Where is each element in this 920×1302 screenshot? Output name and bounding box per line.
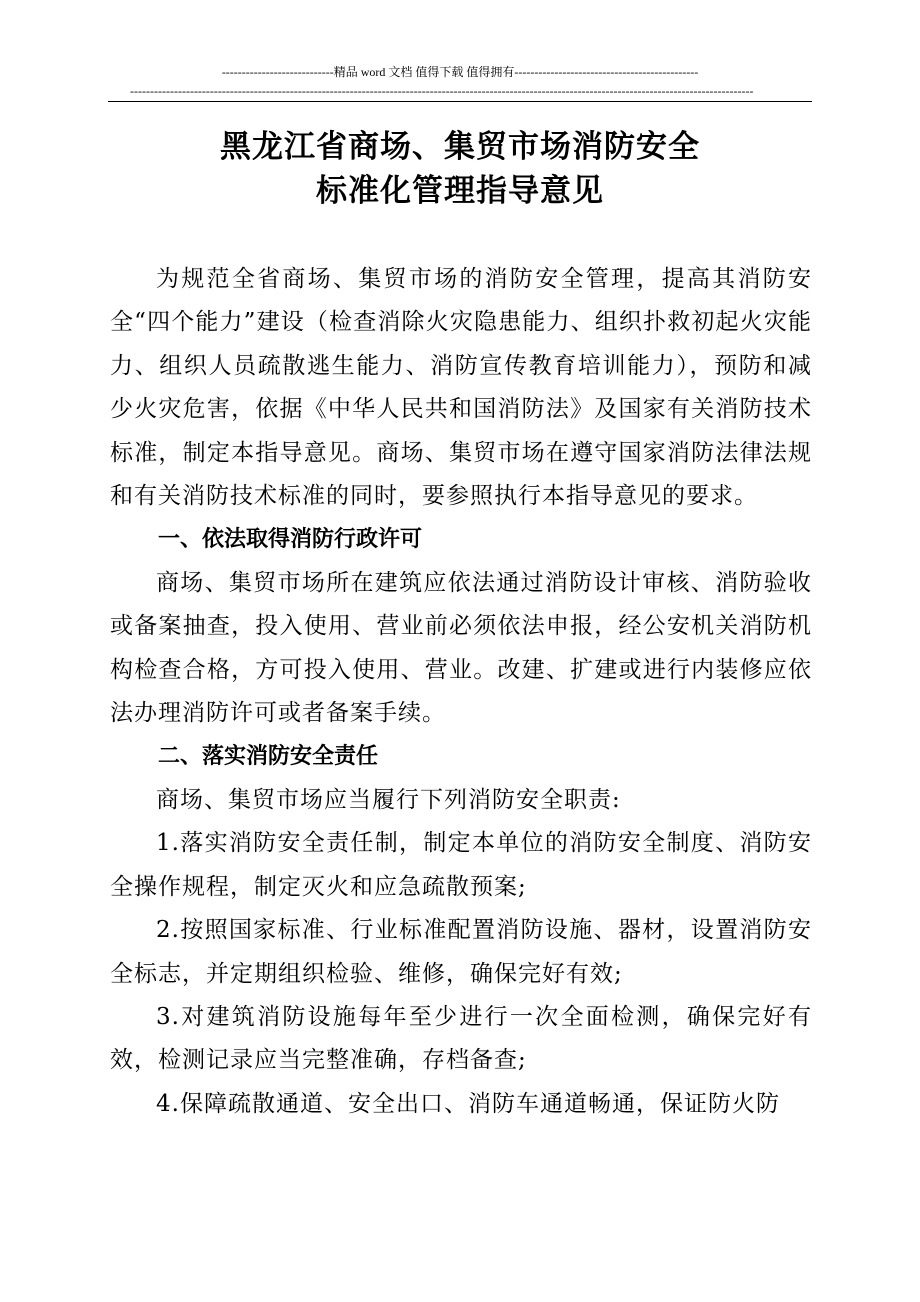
header-banner: ----------------------------精品 word 文档 值得下载 值得拥有---------------------------------------------- — [221, 65, 699, 79]
document-body — [110, 258, 812, 1126]
list-item: 4.保障疏散通道、安全出口、消防车通道畅通，保证防火防 — [156, 1090, 780, 1117]
header-rule — [108, 101, 812, 102]
intro-paragraph: 为规范全省商场、集贸市场的消防安全管理，提高其消防安全“四个能力”建设（检查消除火灾隐患能力、组织扑救初起火灾能力、组织人员疏散逃生能力、消防宣传教育培训能力），预防和减少火灾危害，依据《中华人民共和国消防法》及国家有关消防技术标准，制定本指导意见。商场、集贸市场在遵守国家消防法律法规和有关消防技术标准的同时，要参照执行本指导意见的要求。 — [110, 266, 812, 510]
header-dashes: ------------------------------------------------------------------------------------------------------------------------------------------------------------ — [130, 84, 754, 98]
document-title-line-2: 标准化管理指导意见 — [316, 173, 604, 209]
list-item: 3.对建筑消防设施每年至少进行一次全面检测，确保完好有效，检测记录应当完整准确，存档备查; — [110, 1003, 812, 1074]
document-title-line-1: 黑龙江省商场、集贸市场消防安全 — [220, 129, 700, 165]
section-1-paragraph: 商场、集贸市场所在建筑应依法通过消防设计审核、消防验收或备案抽查，投入使用、营业前必须依法申报，经公安机关消防机构检查合格，方可投入使用、营业。改建、扩建或进行内装修应依法办理消防许可或者备案手续。 — [110, 569, 812, 727]
section-heading-2: 二、落实消防安全责任 — [158, 744, 379, 770]
list-item: 2.按照国家标准、行业标准配置消防设施、器材，设置消防安全标志，并定期组织检验、维修，确保完好有效; — [110, 917, 812, 987]
section-heading-1: 一、依法取得消防行政许可 — [158, 527, 423, 553]
section-2-intro: 商场、集贸市场应当履行下列消防安全职责: — [156, 786, 621, 813]
list-item: 1.落实消防安全责任制，制定本单位的消防安全制度、消防安全操作规程，制定灭火和应急疏散预案; — [110, 830, 812, 900]
